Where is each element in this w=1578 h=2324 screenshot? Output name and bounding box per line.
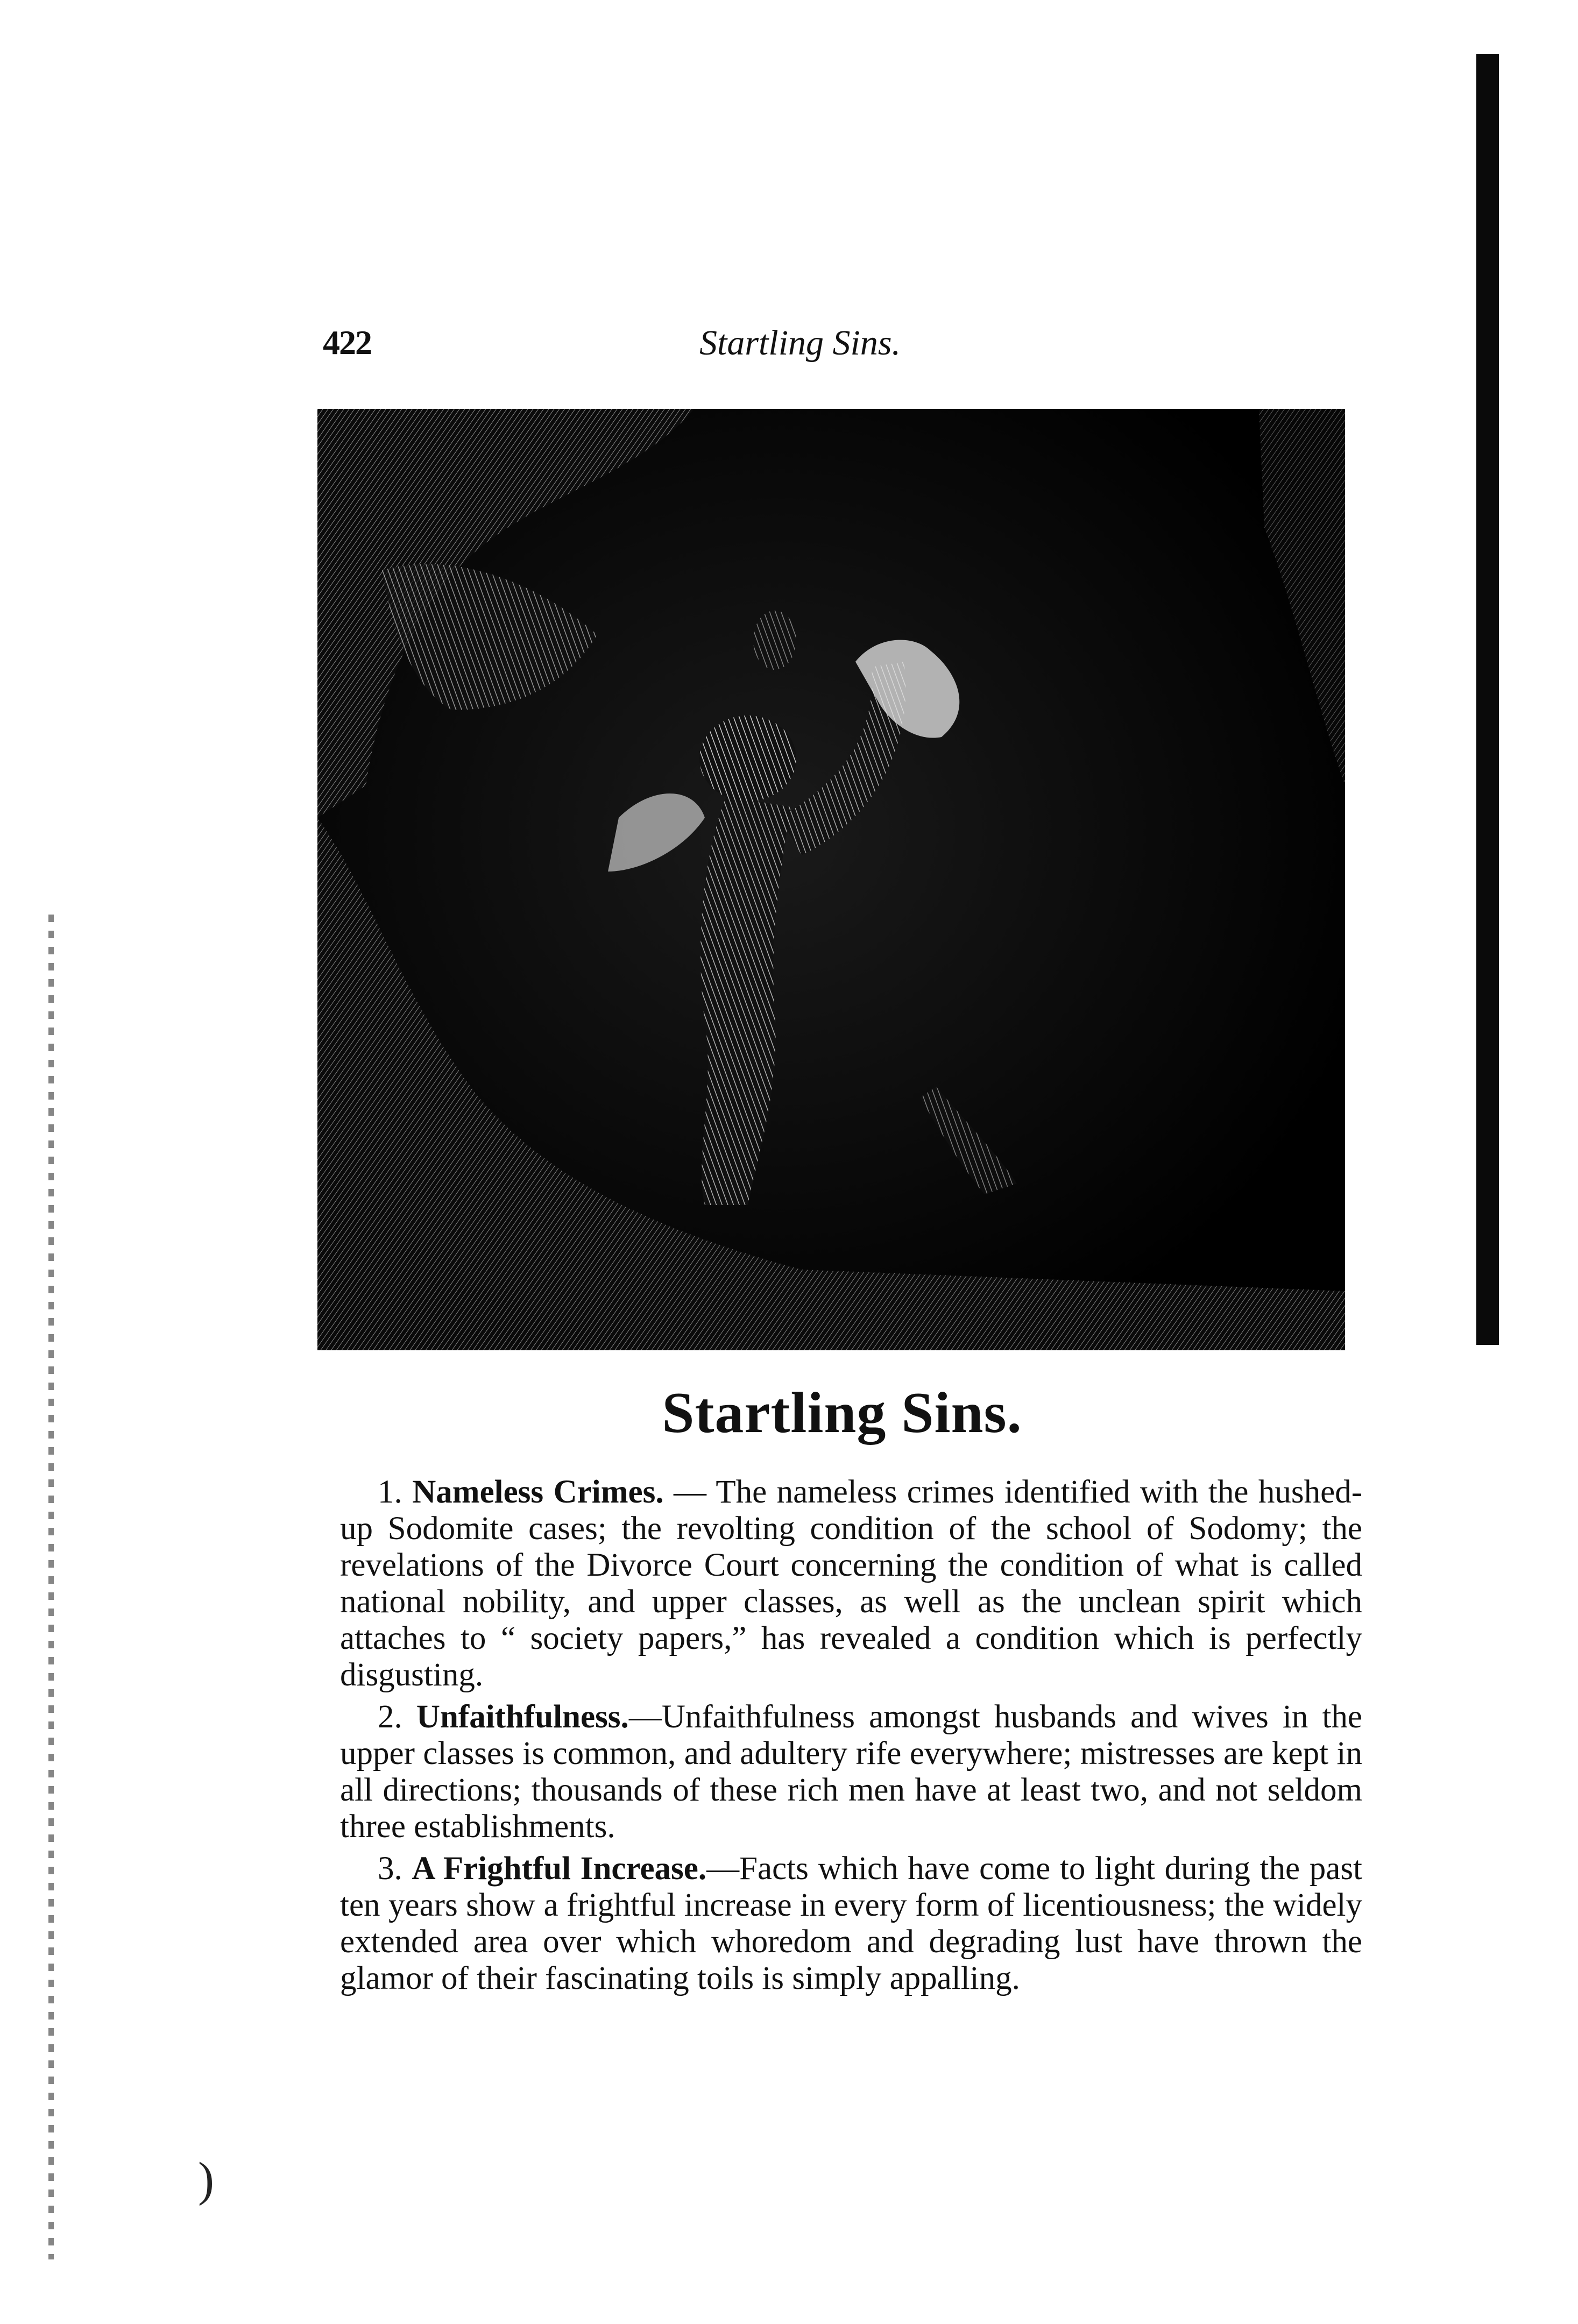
paragraph-number: 3. — [378, 1851, 402, 1887]
paragraph-number: 2. — [378, 1699, 402, 1735]
body-text — [340, 1474, 1362, 2002]
page-number: 422 — [323, 323, 371, 362]
paragraph-text: —Facts which have come to light during the past ten years show a frightful increase in every form of licentiousness; the widely extended area over which whoredom and degrading lust have thrown the glamor of their fascinating toils is simply appalling. — [340, 1851, 1363, 1996]
article-title: Startling Sins. — [662, 1381, 1022, 1445]
page-header — [323, 323, 1345, 371]
page-edge-left — [48, 915, 54, 2259]
page-edge-right — [1476, 54, 1499, 1345]
paragraph-nameless-crimes — [340, 1474, 1362, 1694]
paragraph-frightful-increase — [340, 1851, 1362, 1997]
paragraph-heading: A Frightful Increase. — [412, 1851, 707, 1887]
running-head: Startling Sins. — [699, 323, 901, 363]
paragraph-heading: Nameless Crimes. — [412, 1474, 664, 1510]
paragraph-heading: Unfaithfulness. — [416, 1699, 629, 1735]
engraving-illustration-icon — [317, 409, 1345, 1350]
paragraph-unfaithfulness — [340, 1699, 1362, 1845]
paragraph-text: — The nameless crimes identified with the hushed-up Sodomite cases; the revolting condition of the school of Sodomy; the revelations of the Divorce Court concerning the condition of what is called national nobility, and upper classes, as well as the unclean spirit which attaches to “ society papers,” has revealed a condition which is perfectly disgusting. — [340, 1474, 1363, 1693]
paragraph-text: —Unfaithfulness amongst husbands and wives in the upper classes is common, and adultery rife everywhere; mistresses are kept in all directions; thousands of these rich men have at least two, and not seldom three establishments. — [340, 1699, 1362, 1845]
margin-mark: ) — [198, 2153, 214, 2206]
paragraph-number: 1. — [378, 1474, 402, 1510]
engraving-illustration — [317, 409, 1345, 1350]
